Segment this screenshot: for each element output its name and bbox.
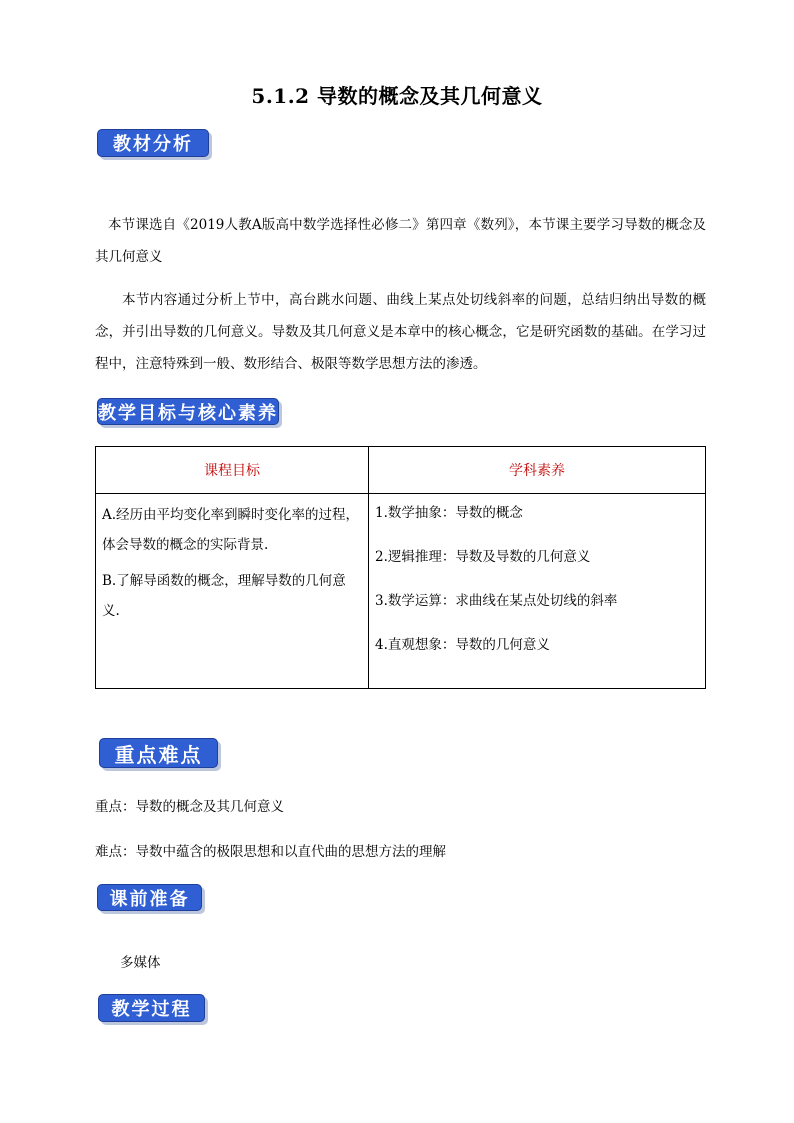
section-badge-goals: [97, 398, 279, 425]
section-badge-label: 重点难点: [114, 742, 203, 767]
goals-table-row: [96, 494, 706, 689]
goals-header-literacy: 学科素养: [369, 447, 706, 494]
course-goals-cell: [96, 494, 369, 689]
analysis-paragraph-2: 本节内容通过分析上节中，高台跳水问题、曲线上某点处切线斜率的问题，总结归纳出导数的概念，并引出导数的几何意义。导数及其几何意义是本章中的核心概念，它是研究函数的基础。在学习过程中，注意特殊到一般、数形结合、极限等数学思想方法的渗透。: [95, 292, 706, 372]
section-badge-label: 教学目标与核心素养: [98, 402, 278, 424]
section-badge-process: [98, 994, 205, 1022]
preparation-text: 多媒体: [120, 955, 161, 971]
analysis-paragraph-1: 本节课选自《2019人教A版高中数学选择性必修二》第四章《数列》，本节课主要学习导数的概念及其几何意义: [95, 217, 706, 265]
literacy-item-3: 3.数学运算：求曲线在某点处切线的斜率: [375, 593, 618, 609]
literacy-item-1: 1.数学抽象：导数的概念: [375, 505, 523, 521]
literacy-item-2: 2.逻辑推理：导数及导数的几何意义: [375, 549, 591, 565]
section-badge-preparation: [97, 884, 202, 911]
course-goal-a: A.经历由平均变化率到瞬时变化率的过程，体会导数的概念的实际背景.: [102, 507, 360, 553]
literacy-item-4: 4.直观想象：导数的几何意义: [375, 637, 550, 653]
section-badge-label: 教材分析: [113, 134, 193, 155]
section-badge-label: 教学过程: [111, 999, 192, 1020]
page-title: 5.1.2 导数的概念及其几何意义: [251, 84, 543, 108]
key-point-difficult: 难点：导数中蕴含的极限思想和以直代曲的思想方法的理解: [95, 844, 446, 860]
goals-table-header-row: [96, 447, 706, 494]
goals-table: [95, 446, 706, 689]
key-point-important: 重点：导数的概念及其几何意义: [95, 799, 284, 815]
section-badge-label: 课前准备: [109, 888, 190, 910]
section-badge-analysis: [97, 129, 209, 157]
section-badge-key-points: [99, 738, 218, 768]
literacy-cell: [369, 494, 706, 689]
goals-header-course: 课程目标: [96, 447, 369, 494]
course-goal-b: B.了解导函数的概念，理解导数的几何意义.: [102, 573, 346, 619]
